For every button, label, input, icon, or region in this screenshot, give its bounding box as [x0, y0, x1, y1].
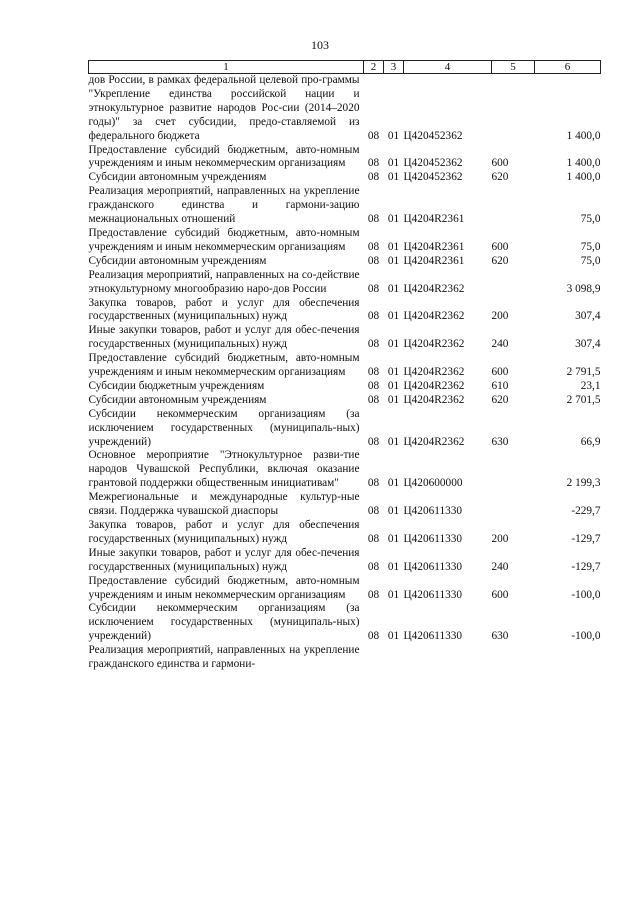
table-row [89, 519, 601, 547]
row-expense-type: 240 [491, 338, 509, 351]
row-subsection: 01 [387, 435, 400, 448]
row-amount: 66,9 [580, 435, 601, 448]
row-description: Субсидии автономным учреждениям [88, 171, 267, 184]
header-row [89, 61, 601, 74]
row-expense-type: 620 [491, 171, 509, 184]
row-subsection: 01 [387, 560, 400, 573]
table-row [89, 602, 601, 644]
row-subsection: 01 [387, 477, 400, 490]
row-section: 08 [367, 213, 380, 226]
row-section: 08 [367, 379, 380, 392]
row-expense-type: 630 [491, 435, 509, 448]
row-description: Реализация мероприятий, направленных на укрепление гражданского единства и гармони-зацию межнациональных отношений [88, 185, 360, 226]
row-subsection: 01 [387, 393, 400, 406]
row-target-article: Ц420452362 [403, 129, 463, 142]
row-target-article: Ц420611330 [403, 630, 463, 643]
row-section: 08 [367, 588, 380, 601]
row-target-article: Ц4204R2362 [403, 379, 465, 392]
row-amount: -229,7 [571, 505, 601, 518]
row-amount [535, 644, 601, 672]
table-row [89, 297, 601, 325]
row-description: Иные закупки товаров, работ и услуг для обес-печения государственных (муниципальных) нужд [88, 546, 360, 573]
row-description: Реализация мероприятий, направленных на со-действие этнокультурному многообразию наро-дов России [88, 268, 360, 295]
row-section: 08 [367, 630, 380, 643]
row-section: 08 [367, 393, 380, 406]
row-section: 08 [367, 254, 380, 267]
row-section: 08 [367, 338, 380, 351]
row-section: 08 [367, 129, 380, 142]
row-amount: 2 199,3 [566, 477, 601, 490]
row-amount: 23,1 [580, 379, 601, 392]
row-section: 08 [367, 240, 380, 253]
row-section: 08 [367, 477, 380, 490]
row-section: 08 [367, 560, 380, 573]
row-description: Иные закупки товаров, работ и услуг для обес-печения государственных (муниципальных) нужд [88, 324, 360, 351]
row-expense-type [492, 491, 535, 519]
row-expense-type: 600 [491, 157, 509, 170]
row-section: 08 [367, 157, 380, 170]
table-row [89, 185, 601, 227]
row-amount: -100,0 [571, 630, 601, 643]
table-row [89, 394, 601, 408]
table-row [89, 491, 601, 519]
row-subsection: 01 [387, 213, 400, 226]
row-description: Субсидии автономным учреждениям [88, 254, 267, 267]
row-subsection: 01 [387, 338, 400, 351]
row-target-article: Ц4204R2361 [403, 240, 465, 253]
header-col-3: 3 [384, 61, 404, 74]
row-target-article: Ц4204R2362 [403, 435, 465, 448]
row-amount: 75,0 [580, 240, 601, 253]
row-amount: 307,4 [575, 338, 601, 351]
row-amount: 2 791,5 [566, 366, 601, 379]
page-number: 103 [311, 38, 329, 52]
row-amount: 1 400,0 [566, 157, 601, 170]
table-row [89, 227, 601, 255]
row-expense-type: 240 [491, 560, 509, 573]
row-description: Межрегиональные и международные культур-ные связи. Поддержка чувашской диаспоры [88, 491, 360, 518]
row-expense-type: 200 [491, 310, 509, 323]
row-target-article: Ц420452362 [403, 157, 463, 170]
row-section [364, 644, 384, 672]
header-col-6: 6 [535, 61, 601, 74]
row-target-article: Ц4204R2362 [403, 338, 465, 351]
table-row [89, 74, 601, 144]
row-expense-type [492, 269, 535, 297]
row-subsection: 01 [387, 379, 400, 392]
row-subsection: 01 [387, 254, 400, 267]
row-target-article: Ц420452362 [403, 171, 463, 184]
row-expense-type: 610 [491, 379, 509, 392]
row-expense-type [492, 449, 535, 491]
row-target-article: Ц420611330 [403, 588, 463, 601]
row-description: Закупка товаров, работ и услуг для обеспечения государственных (муниципальных) нужд [88, 519, 360, 545]
header-col-4: 4 [404, 61, 492, 74]
table-row [89, 255, 601, 269]
row-target-article: Ц420611330 [403, 505, 463, 518]
header-col-2: 2 [364, 61, 384, 74]
budget-table [88, 60, 601, 672]
row-target-article: Ц420611330 [403, 532, 463, 545]
row-subsection: 01 [387, 588, 400, 601]
row-section: 08 [367, 366, 380, 379]
row-description: Реализация мероприятий, направленных на укрепление гражданского единства и гармони- [88, 644, 360, 671]
row-description: Предоставление субсидий бюджетным, авто-номным учреждениям и иным некоммерческим организациям [88, 226, 360, 253]
row-expense-type: 620 [491, 393, 509, 406]
table-row [89, 449, 601, 491]
row-description: Предоставление субсидий бюджетным, авто-номным учреждениям и иным некоммерческим организациям [88, 574, 360, 601]
row-description: Субсидии некоммерческим организациям (за исключением государственных (муниципаль-ных) учреждений) [88, 407, 360, 448]
row-target-article: Ц4204R2362 [403, 393, 465, 406]
row-expense-type [492, 644, 535, 672]
row-expense-type: 200 [491, 532, 509, 545]
row-expense-type: 600 [491, 588, 509, 601]
row-target-article: Ц4204R2361 [403, 213, 465, 226]
table-row [89, 352, 601, 380]
row-target-article: Ц4204R2362 [403, 366, 465, 379]
row-subsection: 01 [387, 505, 400, 518]
table-body [89, 74, 601, 672]
row-target-article: Ц4204R2362 [403, 282, 465, 295]
table-row [89, 408, 601, 450]
row-description: Субсидии бюджетным учреждениям [88, 379, 265, 392]
row-expense-type: 600 [491, 240, 509, 253]
row-subsection: 01 [387, 310, 400, 323]
row-section: 08 [367, 310, 380, 323]
row-target-article: Ц4204R2361 [403, 254, 465, 267]
row-description: Субсидии автономным учреждениям [88, 393, 267, 406]
row-amount: 1 400,0 [566, 129, 601, 142]
row-section: 08 [367, 505, 380, 518]
row-description: дов России, в рамках федеральной целевой про-граммы "Укрепление единства российской нации и этнокультурное развитие народов Рос-сии (2014–2020 годы)" за счет субсидии, предо-ставляемой из федерального бюджета [88, 74, 360, 142]
row-expense-type: 620 [491, 254, 509, 267]
row-description: Предоставление субсидий бюджетным, авто-номным учреждениям и иным некоммерческим организациям [88, 143, 360, 170]
row-subsection: 01 [387, 532, 400, 545]
row-subsection: 01 [387, 240, 400, 253]
row-expense-type: 600 [491, 366, 509, 379]
row-amount: 3 098,9 [566, 282, 601, 295]
row-section: 08 [367, 435, 380, 448]
row-section: 08 [367, 532, 380, 545]
table-row [89, 324, 601, 352]
row-section: 08 [367, 171, 380, 184]
row-subsection: 01 [387, 157, 400, 170]
row-subsection: 01 [387, 129, 400, 142]
table-row [89, 575, 601, 603]
row-target-article [404, 644, 492, 672]
row-description: Предоставление субсидий бюджетным, авто-номным учреждениям и иным некоммерческим организациям [88, 352, 360, 379]
row-amount: -129,7 [571, 560, 601, 573]
row-subsection [384, 644, 404, 672]
row-description: Субсидии некоммерческим организациям (за исключением государственных (муниципаль-ных) учреждений) [88, 602, 360, 643]
header-col-1: 1 [89, 61, 364, 74]
row-subsection: 01 [387, 630, 400, 643]
row-target-article: Ц420600000 [403, 477, 463, 490]
row-description: Основное мероприятие "Этнокультурное разви-тие народов Чувашской Республики, включая оказание грантовой поддержки общественным инициативам" [88, 449, 360, 490]
row-description: Закупка товаров, работ и услуг для обеспечения государственных (муниципальных) нужд [88, 296, 360, 323]
table-row [89, 644, 601, 672]
row-amount: 2 701,5 [566, 393, 601, 406]
row-amount: -100,0 [571, 588, 601, 601]
row-expense-type: 630 [491, 630, 509, 643]
row-expense-type [492, 185, 535, 227]
row-amount: 307,4 [575, 310, 601, 323]
row-amount: 1 400,0 [566, 171, 601, 184]
table-row [89, 171, 601, 185]
row-subsection: 01 [387, 171, 400, 184]
table-row [89, 144, 601, 172]
table-row [89, 380, 601, 394]
row-subsection: 01 [387, 366, 400, 379]
header-col-5: 5 [492, 61, 535, 74]
table-row [89, 269, 601, 297]
row-target-article: Ц420611330 [403, 560, 463, 573]
row-amount: 75,0 [580, 254, 601, 267]
row-target-article: Ц4204R2362 [403, 310, 465, 323]
row-amount: 75,0 [580, 213, 601, 226]
row-subsection: 01 [387, 282, 400, 295]
table-row [89, 547, 601, 575]
row-section: 08 [367, 282, 380, 295]
row-expense-type [492, 74, 535, 144]
table-header [89, 61, 601, 74]
row-amount: -129,7 [571, 532, 601, 545]
